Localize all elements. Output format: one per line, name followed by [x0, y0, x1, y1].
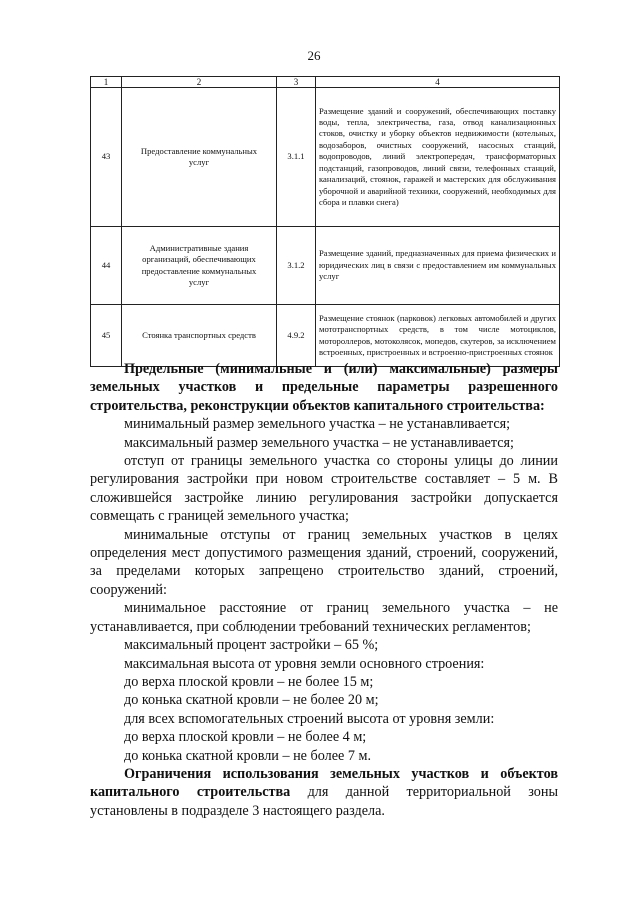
regulations-text — [90, 360, 558, 820]
table-row — [91, 227, 560, 305]
table-header-row — [91, 77, 560, 88]
restrictions-rest: для данной территориальной зоны установлены в подразделе 3 настоящего раздела. — [90, 784, 558, 819]
use-type-name: Предоставление коммунальных услуг — [122, 88, 277, 227]
paragraph-pitched-roof-aux: до конька скатной кровли – не более 7 м. — [124, 747, 372, 764]
paragraph-max-size: максимальный размер земельного участка – не устанавливается; — [124, 434, 514, 451]
paragraph-pitched-roof-main: до конька скатной кровли – не более 20 м; — [124, 692, 379, 709]
header-col-4: 4 — [316, 77, 560, 88]
use-type-description: Размещение зданий и сооружений, обеспечивающих поставку воды, тепла, электричества, газа, отвод канализационных стоков, очистку и уборку объектов недвижимости (котельных, водозаборов, очистных сооружений, насосных станций, водопроводов, линий электропередач, трансформаторных подстанций, газопроводов, линий связи, телефонных станций, канализаций, стоянок, гаражей и мастерских для обслуживания уборочной и аварийной техники, сооружений, необходимых для сбора и плавки снега) — [316, 88, 560, 227]
use-type-description: Размещение зданий, предназначенных для приема физических и юридических лиц в связи с предоставлением им коммунальных услуг — [316, 227, 560, 305]
paragraph-max-coverage: максимальный процент застройки – 65 %; — [124, 637, 379, 654]
paragraph-min-setbacks: минимальные отступы от границ земельных участков в целях определения мест допустимого размещения зданий, строений, сооружений, за пределами которых запрещено строительство зданий, строений, сооружений: — [90, 526, 558, 598]
paragraph-min-size: минимальный размер земельного участка – не устанавливается; — [124, 416, 511, 433]
header-col-2: 2 — [122, 77, 277, 88]
paragraph-max-height: максимальная высота от уровня земли основного строения: — [124, 655, 485, 672]
parameters-heading: Предельные (минимальные и (или) максимальные) размеры земельных участков и предельные параметры разрешенного строительства, реконструкции объектов капитального строительства: — [90, 361, 558, 414]
restrictions-bold-lead: Ограничения использования земельных участков и объектов капитального строительства — [90, 765, 558, 801]
use-type-code: 4.9.2 — [277, 305, 316, 367]
paragraph-min-distance: минимальное расстояние от границ земельного участка – не устанавливается, при соблюдении требований технических регламентов; — [90, 600, 558, 635]
paragraph-setback-street: отступ от границы земельного участка со стороны улицы до линии регулирования застройки при новом строительстве составляет – 5 м. В сложившейся застройке линию регулирования застройки допускается совмещать с границей земельного участка; — [90, 453, 558, 525]
table-row — [91, 88, 560, 227]
paragraph-flat-roof-main: до верха плоской кровли – не более 15 м; — [124, 673, 374, 690]
use-type-name: Административные здания организаций, обеспечивающих предоставление коммунальных услуг — [122, 227, 277, 305]
row-number: 43 — [91, 88, 122, 227]
use-type-description: Размещение стоянок (парковок) легковых автомобилей и других мототранспортных средств, в том числе мотоциклов, мотороллеров, мотоколясок, мопедов, скутеров, за исключением встроенных, пристроенных и встроенно-пристроенных стоянок — [316, 305, 560, 367]
use-type-code: 3.1.1 — [277, 88, 316, 227]
header-col-3: 3 — [277, 77, 316, 88]
use-type-code: 3.1.2 — [277, 227, 316, 305]
table-row — [91, 305, 560, 367]
row-number: 45 — [91, 305, 122, 367]
header-col-1: 1 — [91, 77, 122, 88]
land-use-table — [90, 76, 560, 367]
use-type-name: Стоянка транспортных средств — [122, 305, 277, 367]
page-number: 26 — [307, 48, 321, 63]
paragraph-restrictions — [90, 765, 558, 820]
paragraph-flat-roof-aux: до верха плоской кровли – не более 4 м; — [124, 729, 367, 746]
row-number: 44 — [91, 227, 122, 305]
paragraph-auxiliary-height: для всех вспомогательных строений высота от уровня земли: — [124, 710, 495, 727]
